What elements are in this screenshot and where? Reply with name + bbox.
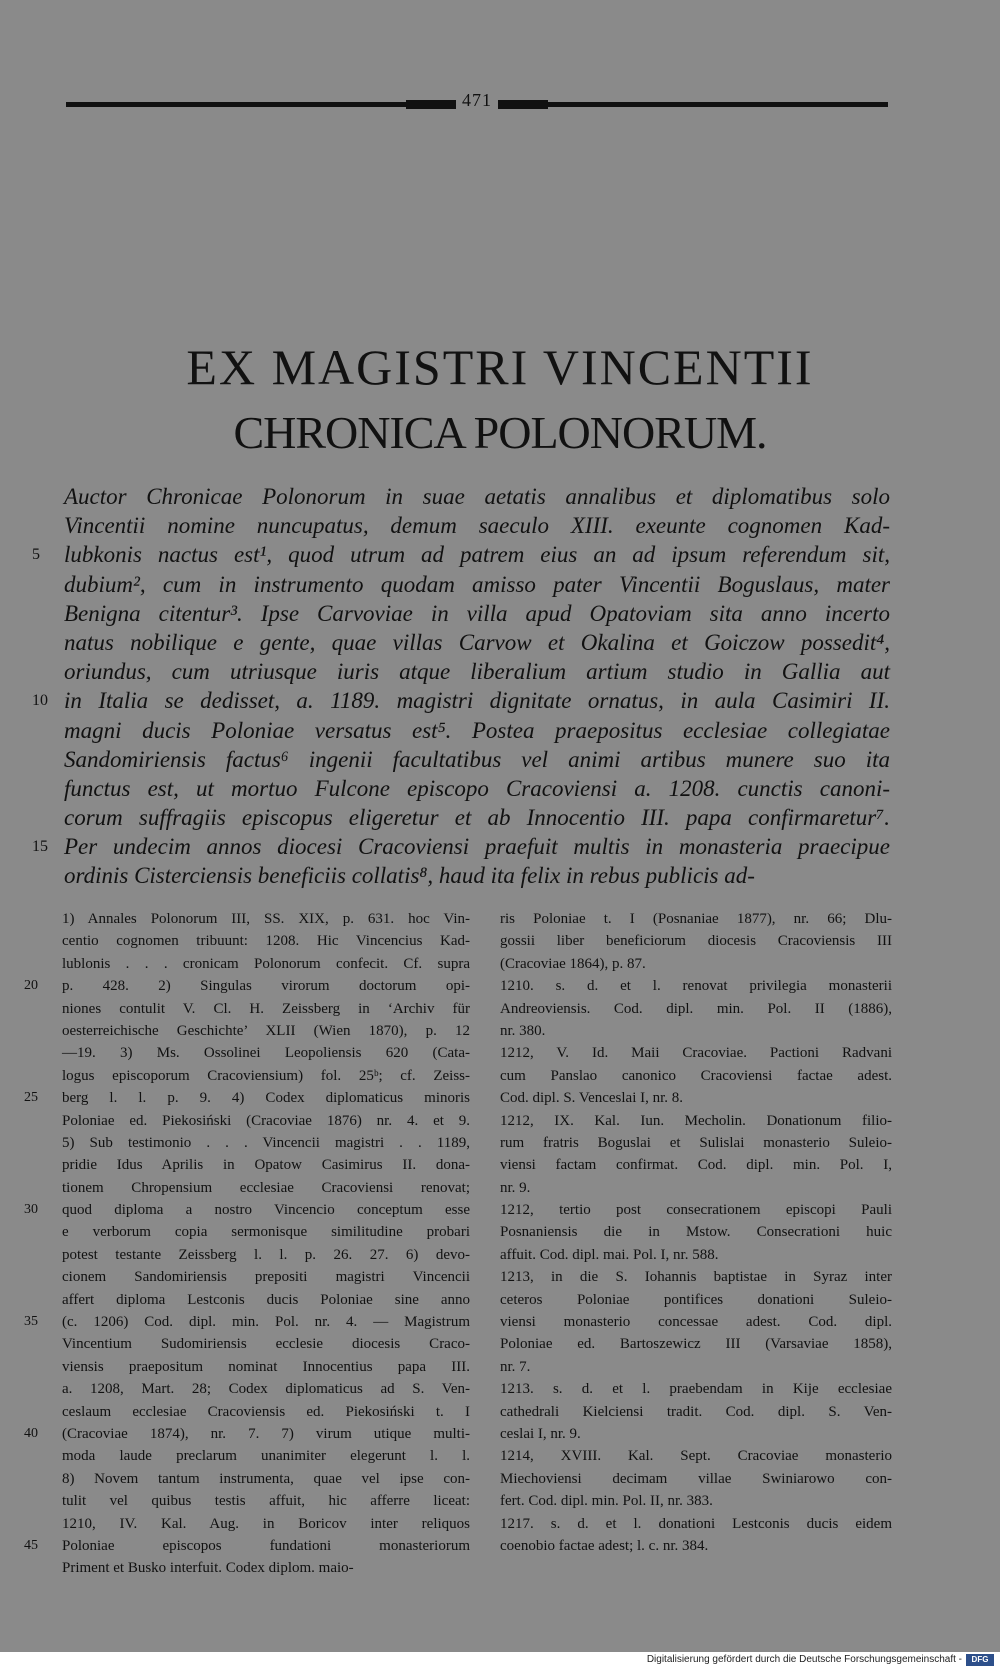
line-number: 40 <box>24 1425 38 1441</box>
footnote-left-line <box>24 1423 470 1445</box>
footnote-right-text: 1214, XVIII. Kal. Sept. Cracoviae monasterio <box>500 1448 892 1465</box>
footnote-left-text: viensis praepositum nominat Innocentius papa III. <box>62 1358 470 1375</box>
body-text: Sandomiriensis factus⁶ ingenii facultatibus vel animi artibus munere suo ita <box>64 746 890 772</box>
footnote-left-text: affert diploma Lestconis ducis Poloniae sine anno <box>62 1291 470 1308</box>
footnote-right-line <box>500 1535 892 1557</box>
footnote-right-line <box>500 1311 892 1333</box>
body-line <box>64 861 890 890</box>
footnote-left-line <box>62 1490 470 1512</box>
footnote-right-line <box>500 1177 892 1199</box>
title-line-2: CHRONICA POLONORUM. <box>233 407 767 458</box>
footnote-right-line <box>500 1020 892 1042</box>
footnote-left-line <box>24 1535 470 1557</box>
footnote-left-line <box>62 1445 470 1467</box>
footnote-right-text: 1217. s. d. et l. donationi Lestconis ducis eidem <box>500 1515 892 1532</box>
footer-credit: Digitalisierung gefördert durch die Deutsche Forschungsgemeinschaft - <box>646 1654 962 1665</box>
footnote-left-line <box>62 1154 470 1176</box>
body-line <box>32 686 890 715</box>
footnote-left-text: a. 1208, Mart. 28; Codex diplomaticus ad S. Ven- <box>62 1381 470 1398</box>
footnote-right-line <box>500 1468 892 1490</box>
page-header <box>66 92 888 118</box>
body-line <box>64 716 890 745</box>
footnote-left-text: Poloniae ed. Piekosiński (Cracoviae 1876) nr. 4. et 9. <box>62 1112 470 1129</box>
footnote-right-text: fert. Cod. dipl. min. Pol. II, nr. 383. <box>500 1493 713 1510</box>
footnote-right-line <box>500 1445 892 1467</box>
line-number: 20 <box>24 978 38 994</box>
footnote-left-text: berg l. l. p. 9. 4) Codex diplomaticus minoris <box>62 1090 470 1107</box>
footnote-right-line <box>500 1356 892 1378</box>
footnote-left-text: tulit vel quibus testis affuit, hic afferre liceat: <box>62 1493 470 1510</box>
body-text: in Italia se dedisset, a. 1189. magistri dignitate ornatus, in aula Casimiri II. <box>64 688 890 714</box>
body-text: natus nobilique e gente, quae villas Carvow et Okalina et Goiczow possedit⁴, <box>64 629 890 655</box>
body-line <box>32 832 890 861</box>
footnote-left-line <box>24 1311 470 1333</box>
footnote-right-line <box>500 930 892 952</box>
body-text: lubkonis nactus est¹, quod utrum ad patrem eius an ad ipsum referendum sit, <box>64 542 890 568</box>
footnote-right-text: 1212, IX. Kal. Iun. Mecholin. Donationum filio- <box>500 1112 892 1129</box>
footnote-left-text: niones contulit V. Cl. H. Zeissberg in ‘Archiv für <box>62 1000 470 1017</box>
line-number: 30 <box>24 1202 38 1218</box>
footnote-left-line <box>62 998 470 1020</box>
footnote-left-text: 8) Novem tantum instrumenta, quae vel ipse con- <box>62 1470 470 1487</box>
footnote-right-text: 1213, in die S. Iohannis baptistae in Syraz inter <box>500 1269 892 1286</box>
body-line <box>64 599 890 628</box>
footnote-right-text: Miechoviensi decimam villae Swiniarowo con- <box>500 1470 892 1487</box>
footnote-left-line <box>62 930 470 952</box>
footnote-left-text: 1210, IV. Kal. Aug. in Boricov inter reliquos <box>62 1515 470 1532</box>
footnote-right-text: ris Poloniae t. I (Posnaniae 1877), nr. 66; Dlu- <box>500 911 892 927</box>
footnote-right-line <box>500 908 892 930</box>
line-number: 45 <box>24 1537 38 1553</box>
footnote-left-line <box>62 1065 470 1087</box>
footnote-right-line <box>500 1378 892 1400</box>
footnote-left-text: Priment et Busko interfuit. Codex diplom. maio- <box>62 1560 354 1577</box>
body-line <box>64 774 890 803</box>
footnote-right-line <box>500 1423 892 1445</box>
footnote-left-text: centio cognomen tribuunt: 1208. Hic Vincencius Kad- <box>62 933 470 950</box>
line-number: 15 <box>32 838 48 856</box>
footnote-left-text: Poloniae episcopos fundationi monasteriorum <box>62 1537 470 1554</box>
footnote-right-text: Cod. dipl. S. Venceslai I, nr. 8. <box>500 1090 684 1107</box>
footnote-left-text: pridie Idus Aprilis in Opatow Casimirus II. dona- <box>62 1157 470 1174</box>
footnote-left-text: tionem Chropensium ecclesiae Cracoviensi renovat; <box>62 1179 470 1196</box>
body-text: Vincentii nomine nuncupatus, demum saeculo XIII. exeunte cognomen Kad- <box>64 513 890 539</box>
footnote-left-text: oesterreichische Geschichte’ XLII (Wien 1870), p. 12 <box>62 1022 470 1039</box>
header-rule-left <box>66 102 456 107</box>
body-text: corum suffragiis episcopus eligeretur et ab Innocentio III. papa confirmaretur⁷. <box>64 805 890 831</box>
footnote-left-line <box>24 1199 470 1221</box>
footnote-left-line <box>62 1110 470 1132</box>
line-number: 35 <box>24 1314 38 1330</box>
footnote-right-line <box>500 953 892 975</box>
footnote-left-text: potest testante Zeissberg l. l. p. 26. 27. 6) devo- <box>62 1246 470 1263</box>
footnote-right-text: Posnaniensis die in Mstow. Consecrationi huic <box>500 1224 892 1241</box>
footnote-right-text: nr. 7. <box>500 1358 531 1375</box>
body-line <box>64 803 890 832</box>
footnote-left-text: 1) Annales Polonorum III, SS. XIX, p. 631. hoc Vin- <box>62 911 470 927</box>
body-text: Per undecim annos diocesi Cracoviensi praefuit multis in monasteria praecipue <box>64 834 890 860</box>
footnote-right-line <box>500 1110 892 1132</box>
body-text: magni ducis Poloniae versatus est⁵. Postea praepositus ecclesiae collegiatae <box>64 717 890 743</box>
footnote-left-text: lublonis . . . cronicam Polonorum confecit. Cf. supra <box>62 955 470 972</box>
footnote-right-line <box>500 1244 892 1266</box>
footnote-left-text: moda laude preclarum unanimiter elegerunt l. l. <box>62 1448 470 1465</box>
footnote-right-line <box>500 1221 892 1243</box>
body-text: ordinis Cisterciensis beneficiis collatis⁸, haud ita felix in rebus publicis ad- <box>64 863 755 889</box>
body-line <box>64 511 890 540</box>
footnote-left-line <box>62 1557 470 1579</box>
footnote-right-text: viensi factam confirmat. Cod. dipl. min. Pol. I, <box>500 1157 892 1174</box>
footnote-right-text: nr. 380. <box>500 1022 546 1039</box>
footnote-right-text: ceslai I, nr. 9. <box>500 1425 581 1442</box>
footnote-right-text: 1213. s. d. et l. praebendam in Kije ecclesiae <box>500 1381 892 1398</box>
line-number: 10 <box>32 692 48 710</box>
body-text: functus est, ut mortuo Fulcone episcopo Cracoviensi a. 1208. cunctis canoni- <box>64 775 890 801</box>
body-text: dubium², cum in instrumento quodam amisso pater Vincentii Boguslaus, mater <box>64 571 890 597</box>
footnote-right-text: 1212, tertio post consecrationem episcopi Pauli <box>500 1202 892 1219</box>
footnote-right-text: affuit. Cod. dipl. mai. Pol. I, nr. 588. <box>500 1246 719 1263</box>
footnote-right-text: gossii liber beneficiorum diocesis Cracoviensis III <box>500 933 892 950</box>
dfg-logo-icon: DFG <box>966 1654 994 1666</box>
footnote-left-line <box>62 1356 470 1378</box>
footnote-left-line <box>62 1020 470 1042</box>
header-rule-right <box>498 102 888 107</box>
body-text: oriundus, cum utriusque iuris atque liberalium artium studio in Gallia aut <box>64 659 890 685</box>
footnote-right-text: 1212, V. Id. Maii Cracoviae. Pactioni Radvani <box>500 1045 892 1062</box>
footnote-left-line <box>62 1401 470 1423</box>
footnote-right-line <box>500 1042 892 1064</box>
line-number: 5 <box>32 546 40 564</box>
footnotes-right-column <box>500 908 892 1557</box>
footnote-left-text: Vincentium Sudomiriensis ecclesie diocesis Craco- <box>62 1336 470 1353</box>
footnote-right-text: coenobio factae adest; l. c. nr. 384. <box>500 1537 709 1554</box>
footnote-right-text: rum fratris Boguslai et Sulislai monasterio Suleio- <box>500 1134 892 1151</box>
body-line <box>64 628 890 657</box>
body-text: Auctor Chronicae Polonorum in suae aetatis annalibus et diplomatibus solo <box>64 484 890 509</box>
footnote-left-text: logus episcoporum Cracoviensium) fol. 25ᵇ; cf. Zeiss- <box>62 1067 470 1084</box>
footnote-right-text: cathedrali Kielciensi tradit. Cod. dipl. S. Ven- <box>500 1403 892 1420</box>
footnote-right-line <box>500 975 892 997</box>
footnote-left-line <box>62 1244 470 1266</box>
footnote-right-text: nr. 9. <box>500 1179 531 1196</box>
footnotes-left-column <box>24 908 470 1580</box>
footnote-right-text: cum Panslao canonico Cracoviensi factae adest. <box>500 1067 892 1084</box>
footnote-left-text: (c. 1206) Cod. dipl. min. Pol. nr. 4. — Magistrum <box>62 1314 470 1331</box>
footnote-right-line <box>500 1154 892 1176</box>
footnote-right-line <box>500 998 892 1020</box>
footnote-right-line <box>500 1266 892 1288</box>
body-line <box>64 745 890 774</box>
footnote-left-line <box>62 1177 470 1199</box>
footnote-right-line <box>500 1289 892 1311</box>
footnote-left-text: —19. 3) Ms. Ossolinei Leopoliensis 620 (Cata- <box>62 1045 470 1062</box>
footnote-left-text: p. 428. 2) Singulas virorum doctorum opi- <box>62 978 470 995</box>
footnote-right-line <box>500 1065 892 1087</box>
footnote-left-line <box>62 1132 470 1154</box>
footnote-left-text: (Cracoviae 1874), nr. 7. 7) virum utique multi- <box>62 1425 470 1442</box>
footnote-left-line <box>62 1042 470 1064</box>
footnote-left-line <box>62 1289 470 1311</box>
footnote-right-text: ceteros Poloniae pontifices donationi Suleio- <box>500 1291 892 1308</box>
footnote-right-text: 1210. s. d. et l. renovat privilegia monasterii <box>500 978 892 995</box>
footnote-left-line <box>62 1468 470 1490</box>
line-number: 25 <box>24 1090 38 1106</box>
footnote-left-line <box>62 953 470 975</box>
footnote-left-line <box>62 1266 470 1288</box>
body-text: Benigna citentur³. Ipse Carvoviae in villa apud Opatoviam sita anno incerto <box>64 600 890 626</box>
body-text <box>32 482 890 891</box>
footnote-right-text: viensi monasterio concessae adest. Cod. dipl. <box>500 1314 892 1331</box>
body-line <box>64 482 890 511</box>
footnote-right-line <box>500 1490 892 1512</box>
footnote-left-line <box>62 1221 470 1243</box>
footnote-right-line <box>500 1087 892 1109</box>
body-line <box>64 570 890 599</box>
footnote-left-line <box>62 1378 470 1400</box>
footnote-right-line <box>500 1401 892 1423</box>
title-line-1: EX MAGISTRI VINCENTII <box>186 339 814 395</box>
footnote-left-line <box>62 1333 470 1355</box>
footnote-left-line <box>62 908 470 930</box>
footnote-left-line <box>24 1087 470 1109</box>
footnote-right-line <box>500 1199 892 1221</box>
footnote-left-line <box>62 1513 470 1535</box>
footnote-left-text: e verborum copia sermonisque similitudine probari <box>62 1224 470 1241</box>
footnote-right-text: Andreoviensis. Cod. dipl. min. Pol. II (1886), <box>500 1000 892 1017</box>
body-line <box>32 540 890 569</box>
page-number: 471 <box>462 90 492 110</box>
footnote-left-text: ceslaum ecclesiae Cracoviensis ed. Piekosiński t. I <box>62 1403 470 1420</box>
body-line <box>64 657 890 686</box>
footnote-right-text: (Cracoviae 1864), p. 87. <box>500 955 646 972</box>
footnote-right-line <box>500 1513 892 1535</box>
footnote-left-line <box>24 975 470 997</box>
footnote-right-line <box>500 1132 892 1154</box>
footnote-right-text: Poloniae ed. Bartoszewicz III (Varsaviae 1858), <box>500 1336 892 1353</box>
footnote-right-line <box>500 1333 892 1355</box>
footnote-left-text: quod diploma a nostro Vincencio conceptum esse <box>62 1202 470 1219</box>
footnote-left-text: cionem Sandomiriensis prepositi magistri Vincencii <box>62 1269 470 1286</box>
footnote-left-text: 5) Sub testimonio . . . Vincencii magistri . . 1189, <box>62 1134 470 1151</box>
